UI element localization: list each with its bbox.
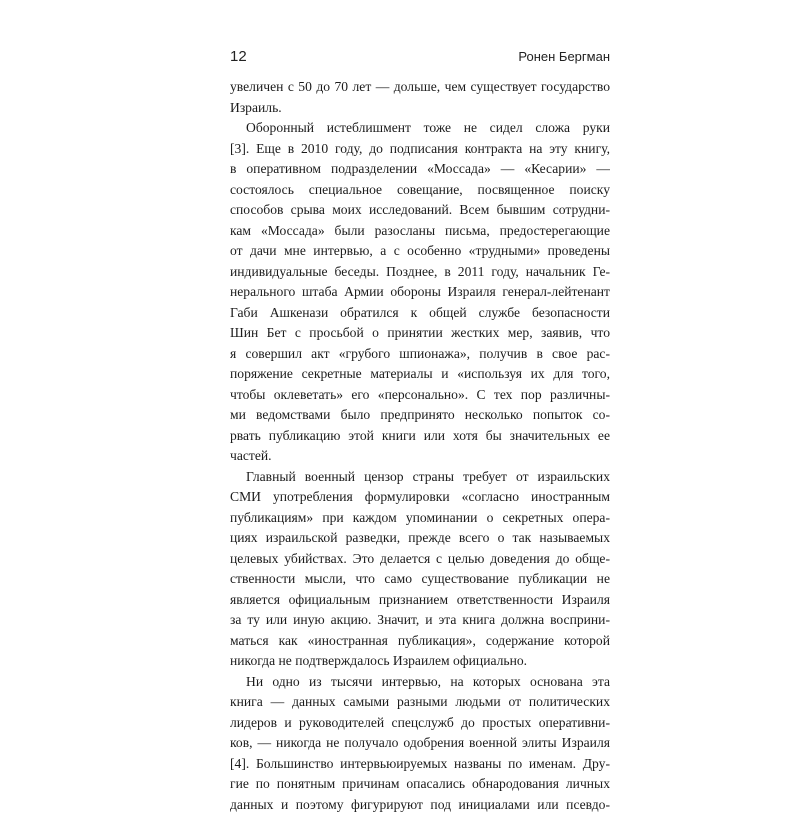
text-line: чтобы оклеветать» его «персонально». С тех пор различны- (230, 385, 610, 406)
text-line: маться как «иностранная публикация», содержание которой (230, 631, 610, 652)
text-line: [4]. Большинство интервьюируемых названы по именам. Дру- (230, 754, 610, 775)
text-line: ми ведомствами было предпринято несколько попыток со- (230, 405, 610, 426)
text-line: книга — данных самыми разными людьми от политических (230, 692, 610, 713)
text-line: целевых убийствах. Это делается с целью доведения до обще- (230, 549, 610, 570)
paragraph-first-line: Оборонный истеблишмент тоже не сидел сложа руки (230, 118, 610, 139)
text-line: Габи Ашкенази обратился к общей службе безопасности (230, 303, 610, 324)
text-line: индивидуальные беседы. Позднее, в 2011 году, начальник Ге- (230, 262, 610, 283)
body-text (230, 77, 610, 815)
book-page (230, 48, 610, 815)
text-line: лидеров и руководителей спецслужб до простых оперативни- (230, 713, 610, 734)
text-line: СМИ употребления формулировки «согласно иностранным (230, 487, 610, 508)
text-line: данных и поэтому фигурируют под инициалами или псевдо- (230, 795, 610, 815)
text-line: кам «Моссада» были разосланы письма, предостерегающие (230, 221, 610, 242)
text-line: рвать публикацию этой книги или хотя бы значительных ее (230, 426, 610, 447)
text-line: нерального штаба Армии обороны Израиля генерал-лейтенант (230, 282, 610, 303)
text-line: Шин Бет с просьбой о принятии жестких мер, заявив, что (230, 323, 610, 344)
text-line: Израиль. (230, 98, 610, 119)
text-line: состоялось специальное совещание, посвященное поиску (230, 180, 610, 201)
running-author: Ронен Бергман (518, 49, 610, 64)
text-line: за ту или иную акцию. Значит, и эта книга должна восприни- (230, 610, 610, 631)
text-line: является официальным признанием ответственности Израиля (230, 590, 610, 611)
text-line: я совершил акт «грубого шпионажа», получив в свое рас- (230, 344, 610, 365)
text-line: поряжение секретные материалы и «используя их для того, (230, 364, 610, 385)
text-line: ственности мысли, что само существование публикации не (230, 569, 610, 590)
text-line: в оперативном подразделении «Моссада» — «Кесарии» — (230, 159, 610, 180)
text-line: гие по понятным причинам опасались обнародования личных (230, 774, 610, 795)
text-line: циях израильской разведки, прежде всего о так называемых (230, 528, 610, 549)
paragraph-first-line: Ни одно из тысячи интервью, на которых основана эта (230, 672, 610, 693)
text-line: никогда не подтверждалось Израилем официально. (230, 651, 610, 672)
text-line: от дачи мне интервью, а с особенно «трудными» проведены (230, 241, 610, 262)
text-line: публикациям» при каждом упоминании о секретных опера- (230, 508, 610, 529)
text-line: увеличен с 50 до 70 лет — дольше, чем существует государство (230, 77, 610, 98)
paragraph-first-line: Главный военный цензор страны требует от израильских (230, 467, 610, 488)
page-number: 12 (230, 48, 247, 65)
text-line: ков, — никогда не получало одобрения военной элиты Израиля (230, 733, 610, 754)
running-header (230, 48, 610, 65)
text-line: способов срыва моих исследований. Всем бывшим сотрудни- (230, 200, 610, 221)
text-line: частей. (230, 446, 610, 467)
text-line: [3]. Еще в 2010 году, до подписания контракта на эту книгу, (230, 139, 610, 160)
